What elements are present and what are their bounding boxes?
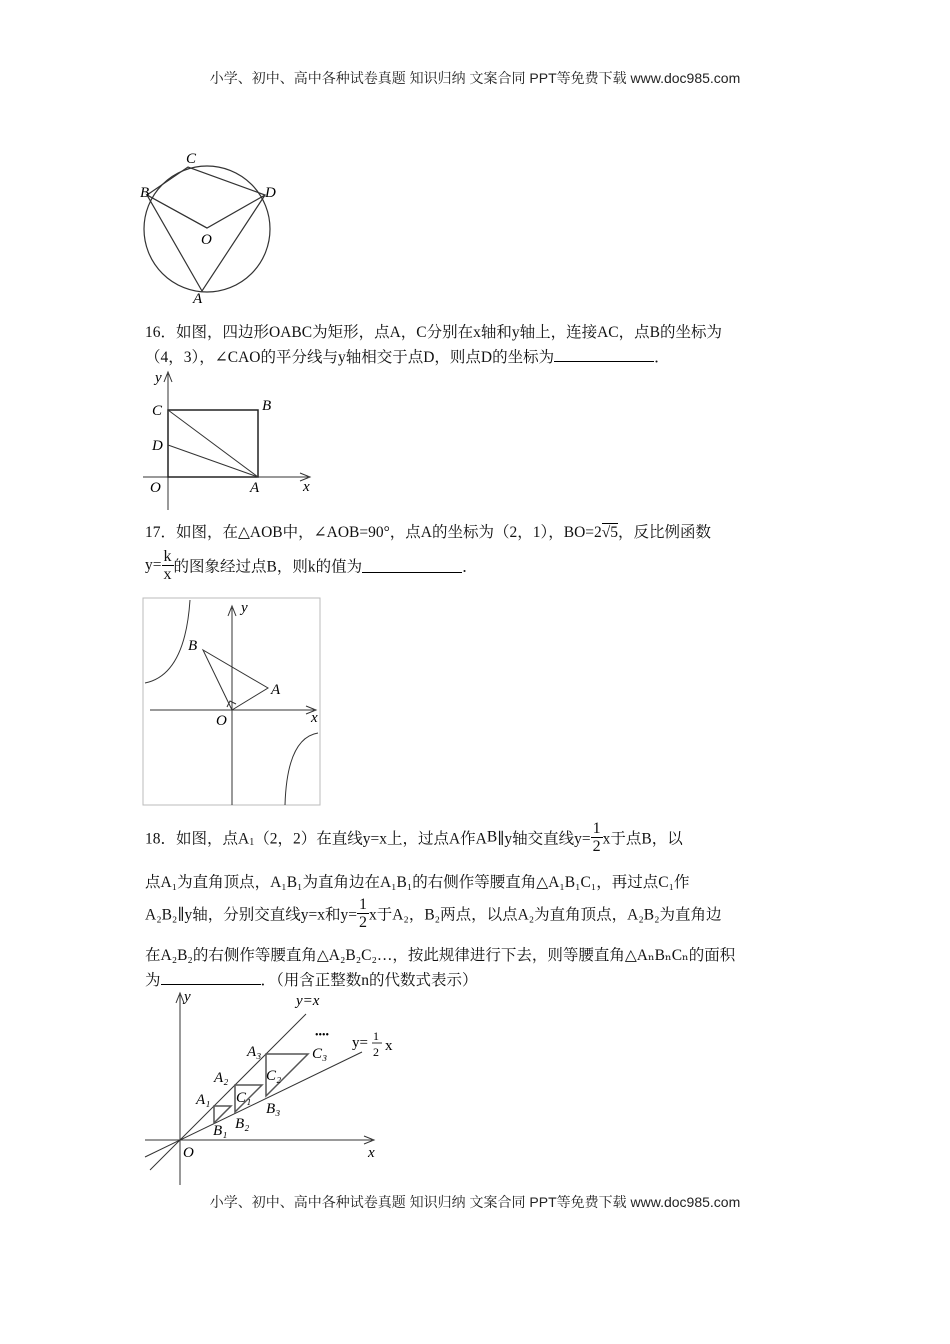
q18-line2: 点A₁为直角顶点，A₁B₁为直角边在A₁B₁的右侧作等腰直角△A₁B₁C₁，再过点C₁作	[145, 874, 690, 891]
label-y: y	[241, 600, 248, 616]
label-B1: B₁	[213, 1123, 228, 1139]
page-footer: 小学、初中、高中各种试卷真题 知识归纳 文案合同 PPT等免费下载 www.doc985.com	[209, 1194, 741, 1210]
label-C2: C₂	[266, 1068, 282, 1084]
label-A3: A₃	[247, 1044, 262, 1060]
answer-blank[interactable]	[554, 347, 654, 362]
q18-line5: 为 ．（用含正整数n的代数式表示）	[145, 972, 478, 989]
answer-blank[interactable]	[161, 970, 261, 985]
label-x: x	[311, 710, 318, 726]
label-C: C	[186, 151, 197, 167]
label-x: x	[368, 1145, 375, 1161]
q17-line1: 17．如图，在△AOB中，∠AOB=90°，点A的坐标为（2，1），BO=2√5，反比例函数	[145, 524, 712, 541]
q16-line1: 16．如图，四边形OABC为矩形，点A，C分别在x轴和y轴上，连接AC，点B的坐标为	[145, 324, 722, 341]
label-y-eq-x: y=x	[296, 993, 320, 1009]
label-x: x	[303, 479, 310, 495]
label-O: O	[216, 713, 227, 729]
label-B: B	[262, 398, 272, 414]
label-C: C	[152, 403, 163, 419]
label-C1: C₁	[236, 1090, 252, 1106]
svg-text:1: 1	[373, 1029, 379, 1043]
label-O: O	[183, 1145, 194, 1161]
label-B: B	[188, 638, 198, 654]
answer-blank[interactable]	[362, 558, 462, 573]
label-A2: A₂	[214, 1070, 229, 1086]
dots: ••••	[315, 1030, 330, 1041]
label-C3: C₃	[312, 1046, 328, 1062]
label-y: y	[155, 370, 162, 386]
label-O: O	[201, 232, 212, 248]
label-y: y	[184, 989, 191, 1005]
label-B: B	[140, 185, 150, 201]
label-A1: A₁	[196, 1092, 211, 1108]
label-A: A	[193, 291, 203, 307]
page-header: 小学、初中、高中各种试卷真题 知识归纳 文案合同 PPT等免费下载 www.doc985.com	[209, 70, 741, 86]
label-D: D	[152, 438, 163, 454]
label-A: A	[250, 480, 260, 496]
svg-text:x: x	[385, 1038, 393, 1054]
svg-text:2: 2	[373, 1045, 379, 1059]
q18-line3: A₂B₂∥y轴，分别交直线y=x和y= $\frac{1}{2}$ x于A₂，B₂两点，以点A₂为直角顶点，A₂B₂为直角边	[145, 896, 722, 931]
q18-line1: 18．如图，点$A_1(2$，2）在直线y=x上，过点A作AB∥y轴交直线y= $\frac{1}{2}$ x于点B，以	[145, 820, 683, 855]
label-A: A	[271, 682, 281, 698]
label-B2: B₂	[235, 1116, 250, 1132]
q16-line2: （4，3），∠CAO的平分线与y轴相交于点D，则点D的坐标为 ．	[145, 349, 670, 366]
q17-line2: y= $\frac{k}{x}$ 的图象经过点B，则k的值为 ．	[145, 548, 478, 583]
q18-line4: 在A₂B₂的右侧作等腰直角△A₂B₂C₂…，按此规律进行下去，则等腰直角△AₙBₙCₙ的面积	[145, 947, 736, 964]
label-D: D	[265, 185, 276, 201]
label-y-half-x: y=	[352, 1035, 368, 1051]
label-B3: B₃	[266, 1101, 281, 1117]
label-O: O	[150, 480, 161, 496]
